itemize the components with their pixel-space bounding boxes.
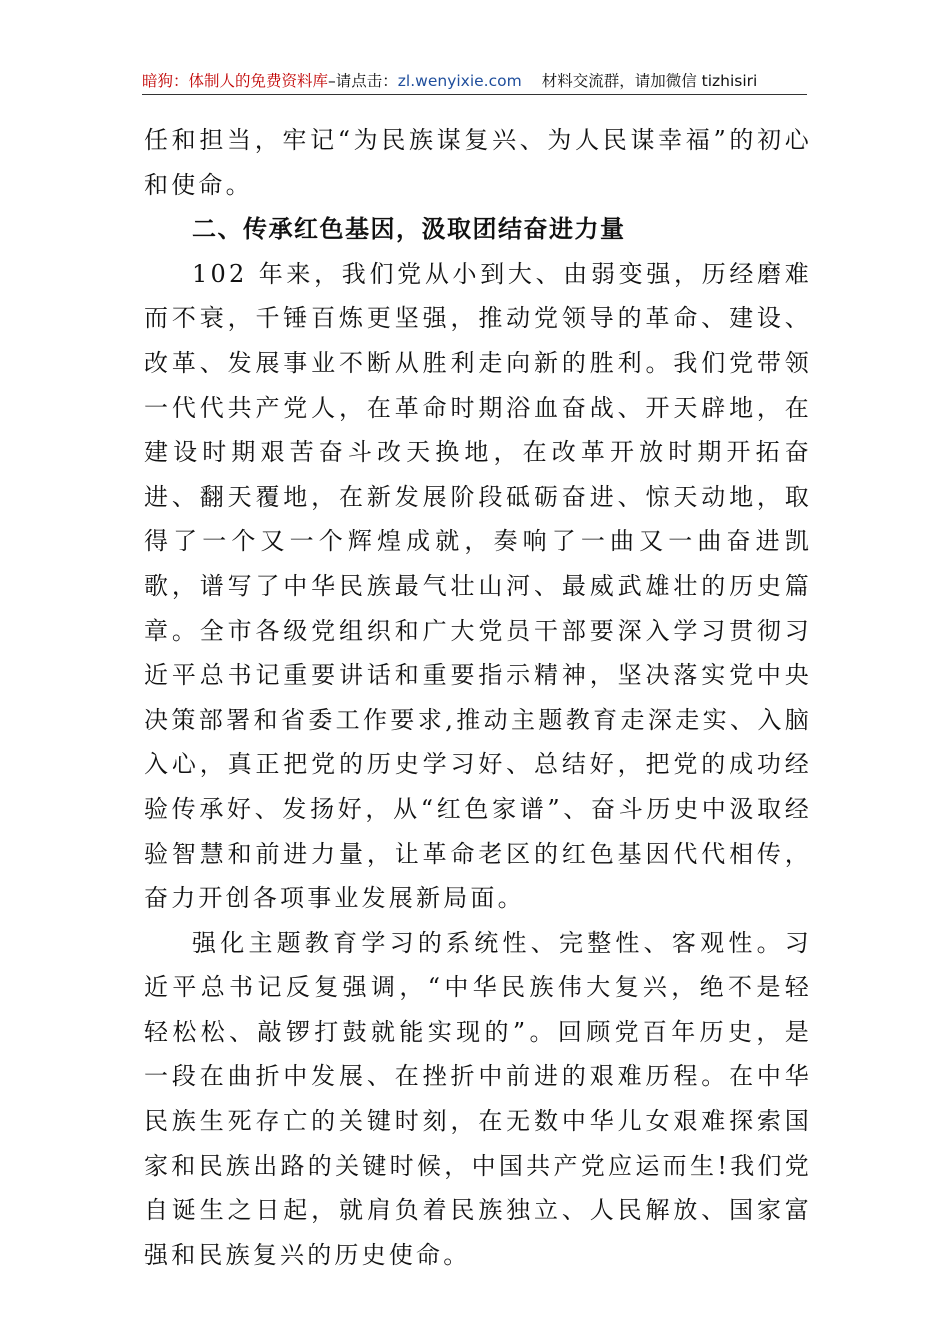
header-prompt: –请点击： (328, 72, 398, 90)
paragraph-theme-education: 强化主题教育学习的系统性、完整性、客观性。习近平总书记反复强调，“中华民族伟大复兴，绝不是轻轻松松、敲锣打鼓就能实现的”。回顾党百年历史，是一段在曲折中发展、在挫折中前进的艰难历程。在中华民族生死存亡的关键时刻，在无数中华儿女艰难探索国家和民族出路的关键时候，中国共产党应运而生!我们党自诞生之日起，就肩负着民族独立、人民解放、国家富强和民族复兴的历史使命。 (144, 928, 812, 1269)
paragraph-history: 102 年来，我们党从小到大、由弱变强，历经磨难而不衰，千锤百炼更坚强，推动党领导的革命、建设、改革、发展事业不断从胜利走向新的胜利。我们党带领一代代共产党人，在革命时期浴血奋战、开天辟地，在建设时期艰苦奋斗改天换地，在改革开放时期开拓奋进、翻天覆地，在新发展阶段砥砺奋进、惊天动地，取得了一个又一个辉煌成就，奏响了一曲又一曲奋进凯歌，谱写了中华民族最气壮山河、最威武雄壮的历史篇章。全市各级党组织和广大党员干部要深入学习贯彻习近平总书记重要讲话和重要指示精神，坚决落实党中央决策部署和省委工作要求,推动主题教育走深走实、入脑入心，真正把党的历史学习好、总结好，把党的成功经验传承好、发扬好，从“红色家谱”、奋斗历史中汲取经验智慧和前进力量，让革命老区的红色基因代代相传，奋力开创各项事业发展新局面。 (144, 259, 812, 913)
paragraph-continued: 任和担当，牢记“为民族谋复兴、为人民谋幸福”的初心和使命。 (144, 126, 812, 199)
section-heading: 二、传承红色基因，汲取团结奋进力量 (192, 215, 626, 244)
page-header (142, 70, 807, 95)
header-wechat-note: 材料交流群，请加微信 tizhisiri (541, 72, 758, 90)
header-brand: 暗狗：体制人的免费资料库 (142, 72, 329, 90)
header-url-link[interactable]: zl.wenyixie.com (397, 72, 522, 90)
document-body (144, 118, 812, 1277)
